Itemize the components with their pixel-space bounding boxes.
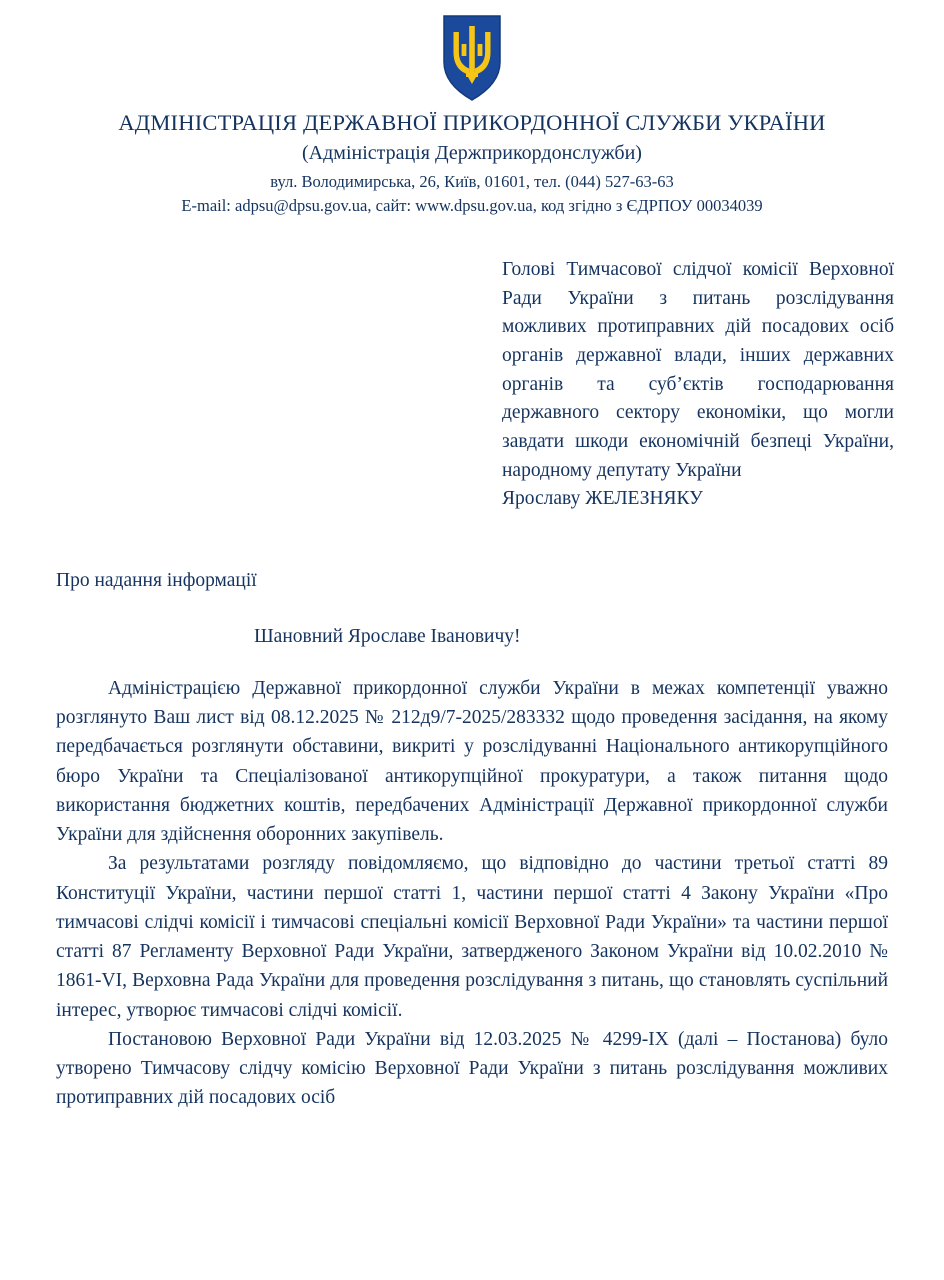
ukraine-trident-emblem-icon (440, 14, 504, 102)
salutation: Шановний Ярославе Івановичу! (254, 625, 521, 647)
document-body (56, 674, 888, 1113)
emblem-container (56, 14, 888, 102)
body-paragraph: Адміністрацією Державної прикордонної служби України в межах компетенції уважно розглянуто Ваш лист від 08.12.2025 № 212д9/7-2025/283332 щодо проведення засідання, на якому передбачається розглянути обставини, викриті у розслідуванні Національного антикорупційного бюро України та Спеціалізованої антикорупційної прокуратури, а також питання щодо використання бюджетних коштів, передбачених Адміністрації Державної прикордонної служби України для здійснення оборонних закупівель. (56, 677, 888, 846)
organization-contacts: E-mail: adpsu@dpsu.gov.ua, сайт: www.dpsu.gov.ua, код згідно з ЄДРПОУ 00034039 (181, 196, 763, 215)
organization-name: АДМІНІСТРАЦІЯ ДЕРЖАВНОЇ ПРИКОРДОННОЇ СЛУЖБИ УКРАЇНИ (118, 110, 826, 135)
addressee-description: Голові Тимчасової слідчої комісії Верховної Ради України з питань розслідування можливих протиправних дій посадових осіб органів державної влади, інших державних органів та суб’єктів господарювання державного сектору економіки, що могли завдати шкоди економічній безпеці України, народному депутату України (502, 259, 894, 481)
addressee-block (502, 256, 894, 514)
document-subject: Про надання інформації (56, 569, 257, 591)
body-paragraph: За результатами розгляду повідомляємо, що відповідно до частини третьої статті 89 Конституції України, частини першої статті 1, частини першої статті 4 Закону України «Про тимчасові слідчі комісії і тимчасові спеціальні комісії Верховної Ради України» та частини першої статті 87 Регламенту Верховної Ради України, затвердженого Законом України від 10.02.2010 № 1861-VI, Верховна Рада України для проведення розслідування з питань, що становлять суспільний інтерес, утворює тимчасові слідчі комісії. (56, 853, 888, 1021)
organization-short-name: (Адміністрація Держприкордонслужби) (302, 142, 642, 164)
letterhead (56, 110, 888, 216)
addressee-person: Ярославу ЖЕЛЕЗНЯКУ (502, 488, 703, 510)
body-paragraph: Постановою Верховної Ради України від 12.03.2025 № 4299-IX (далі – Постанова) було утворено Тимчасову слідчу комісію Верховної Ради України з питань розслідування можливих протиправних дій посадових осіб (56, 1028, 888, 1109)
organization-address: вул. Володимирська, 26, Київ, 01601, тел. (044) 527-63-63 (270, 172, 674, 191)
